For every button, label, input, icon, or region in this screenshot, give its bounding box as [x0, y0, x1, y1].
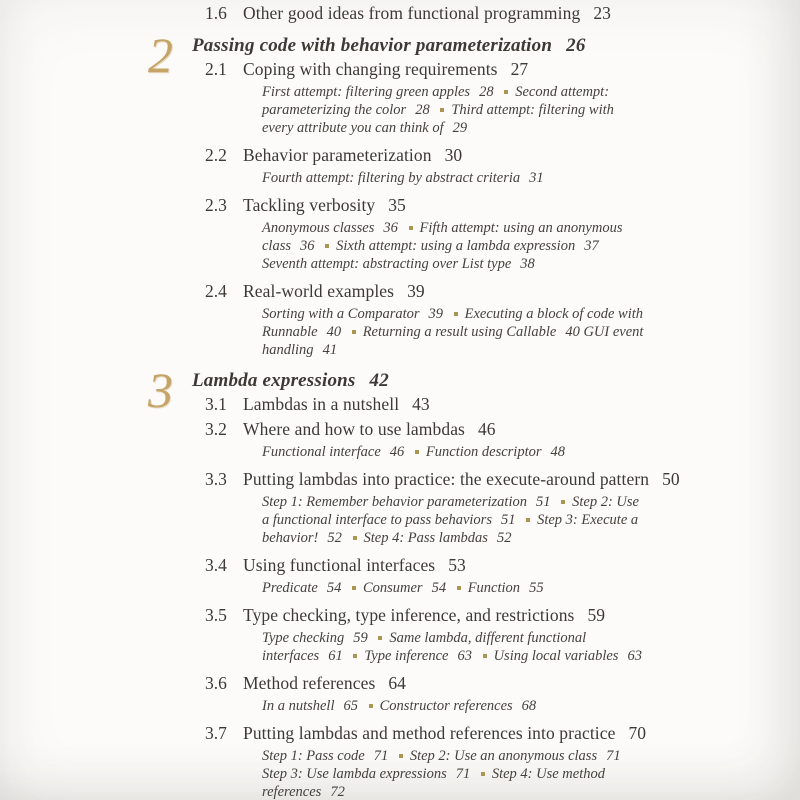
toc-section-row: [205, 418, 800, 440]
toc-section-title: Where and how to use lambdas: [243, 419, 465, 439]
toc-page-number: 51: [535, 494, 551, 510]
toc-subsection-title: Type checking: [262, 630, 345, 646]
toc-chapter-title-row: [192, 34, 800, 58]
bullet-separator-icon: [457, 586, 461, 590]
toc-subsection-block: [262, 579, 646, 597]
toc-page-number: 29: [452, 120, 468, 136]
toc-page-number: 46: [389, 444, 405, 460]
toc-chapter-title: Passing code with behavior parameterization: [192, 35, 553, 56]
toc-page-number: 59: [353, 630, 368, 646]
toc-page-number: 51: [500, 512, 516, 528]
toc-chapter-title-row: [192, 369, 800, 393]
toc-page-number: 52: [327, 530, 342, 546]
toc-page-number: 41: [322, 342, 338, 358]
toc-section-title: Putting lambdas and method references into practice: [243, 723, 616, 743]
toc-page-number: 26: [566, 35, 586, 56]
toc-page-number: 39: [407, 281, 425, 301]
toc-chapter-number: 3: [148, 362, 173, 418]
toc-section-title: Method references: [243, 673, 376, 693]
toc-page-number: 48: [550, 444, 566, 460]
toc-section-row: [205, 393, 800, 415]
toc-subsection-title: Function descriptor: [425, 444, 542, 460]
toc-subsection-title: Constructor references: [379, 698, 513, 714]
toc-subsection-title: In a nutshell: [262, 698, 335, 714]
toc-subsection-title: Returning a result using Callable: [362, 324, 557, 340]
toc-subsection-title: First attempt: filtering green apples: [262, 84, 471, 100]
toc-page-number: 53: [448, 555, 466, 575]
toc-section-title: Putting lambdas into practice: the execute-around pattern: [243, 469, 650, 489]
toc-section-number: 2.3: [205, 195, 227, 215]
toc-section-row: [205, 672, 800, 694]
toc-subsection-title: Step 4: Use method references: [262, 766, 605, 800]
toc-subsection-title: Step 2: Use an anonymous class: [409, 748, 598, 764]
toc-page-number: 52: [496, 530, 512, 546]
bullet-separator-icon: [561, 500, 565, 504]
toc-subsection-entry: [345, 324, 580, 340]
table-of-contents: [148, 2, 800, 800]
toc-subsection-title: Consumer: [362, 580, 423, 596]
toc-subsection-block: [262, 493, 646, 547]
toc-page-number: 40: [565, 324, 580, 340]
toc-subsection-title: Sorting with a Comparator: [262, 306, 420, 322]
bullet-separator-icon: [378, 636, 382, 640]
toc-page-number: 28: [479, 84, 494, 100]
toc-section-number: 3.5: [205, 605, 227, 625]
toc-page-number: 65: [343, 698, 358, 714]
toc-page-number: 64: [388, 673, 406, 693]
toc-page-number: 38: [520, 256, 535, 272]
toc-subsection-block: [262, 697, 646, 715]
toc-page-number: 71: [606, 748, 621, 764]
toc-subsection-title: Step 1: Remember behavior parameterization: [262, 494, 527, 510]
toc-section-row: [205, 604, 800, 626]
toc-subsection-entry: [262, 444, 404, 460]
toc-subsection-block: [262, 305, 646, 359]
toc-chapter: [148, 362, 800, 800]
toc-subsection-entry: [318, 238, 599, 254]
toc-subsection-title: Step 1: Pass code: [262, 748, 365, 764]
toc-subsection-title: Seventh attempt: abstracting over List type: [262, 256, 512, 272]
toc-subsection-title: Type inference: [364, 648, 449, 664]
toc-subsection-entry: [262, 494, 550, 510]
toc-page-number: 55: [529, 580, 544, 596]
toc-section-title: Real-world examples: [243, 281, 395, 301]
toc-subsection-title: Executing a block of code with Runnable: [262, 306, 644, 340]
bullet-separator-icon: [369, 704, 373, 708]
toc-subsection-block: [262, 83, 646, 137]
toc-subsection-entry: [345, 580, 446, 596]
bullet-separator-icon: [483, 654, 487, 658]
toc-subsection-entry: [262, 748, 388, 764]
toc-page-number: 37: [584, 238, 599, 254]
toc-subsection-title: GUI event handling: [262, 324, 644, 358]
toc-section-title: Other good ideas from functional programming: [243, 3, 581, 23]
toc-page-number: 30: [444, 145, 463, 165]
toc-subsection-entry: [392, 748, 621, 764]
toc-page-number: 54: [431, 580, 447, 596]
toc-page-number: 71: [455, 766, 471, 782]
toc-subsection-title: Same lambda, different functional interfaces: [262, 630, 587, 664]
toc-section-number: 2.2: [205, 145, 227, 165]
toc-page-number: 35: [388, 195, 406, 215]
toc-subsection-entry: [262, 766, 470, 782]
bullet-separator-icon: [325, 244, 329, 248]
toc-subsection-block: [262, 747, 646, 800]
toc-subsection-title: Step 2: Use a functional interface to pass behaviors: [262, 494, 639, 528]
toc-subsection-title: Function: [467, 580, 521, 596]
toc-page-number: 27: [510, 59, 529, 79]
toc-subsection-entry: [346, 648, 472, 664]
toc-section-title: Using functional interfaces: [243, 555, 436, 575]
toc-subsection-title: Sixth attempt: using a lambda expression: [336, 238, 576, 254]
bullet-separator-icon: [353, 654, 357, 658]
toc-section-title: Type checking, type inference, and restrictions: [243, 605, 575, 625]
toc-section-row: [205, 280, 800, 302]
toc-section-row: [205, 2, 800, 24]
toc-section-number: 3.7: [205, 723, 227, 743]
toc-chapter-title: Lambda expressions: [192, 370, 356, 391]
toc-subsection-entry: [262, 220, 398, 236]
toc-subsection-block: [262, 219, 646, 273]
toc-page-number: 68: [521, 698, 537, 714]
toc-subsection-entry: [262, 256, 535, 272]
toc-subsection-title: Second attempt: parameterizing the color: [262, 84, 610, 118]
toc-page-number: 28: [415, 102, 430, 118]
toc-section-number: 3.2: [205, 419, 227, 439]
toc-subsection-title: Using local variables: [493, 648, 619, 664]
toc-section-number: 2.1: [205, 59, 227, 79]
toc-page-number: 36: [300, 238, 315, 254]
toc-section-number: 2.4: [205, 281, 227, 301]
toc-subsection-entry: [262, 698, 358, 714]
toc-subsection-entry: [262, 580, 341, 596]
toc-section-title: Behavior parameterization: [243, 145, 432, 165]
toc-section-row: [205, 144, 800, 166]
toc-page-number: 43: [412, 394, 430, 414]
toc-page-number: 23: [593, 3, 611, 23]
toc-chapter: [148, 27, 800, 359]
toc-section-row: [205, 722, 800, 744]
toc-page-number: 40: [326, 324, 342, 340]
toc-section-row: [205, 468, 800, 490]
toc-subsection-entry: [408, 444, 565, 460]
toc-subsection-entry: [262, 170, 544, 186]
toc-page-number: 70: [628, 723, 646, 743]
toc-subsection-block: [262, 629, 646, 665]
toc-page-number: 59: [587, 605, 605, 625]
toc-page-number: 61: [328, 648, 343, 664]
bullet-separator-icon: [352, 586, 356, 590]
toc-subsection-entry: [346, 530, 512, 546]
toc-subsection-title: Anonymous classes: [262, 220, 375, 236]
toc-page-number: 46: [477, 419, 496, 439]
toc-subsection-title: Fifth attempt: using an anonymous class: [262, 220, 623, 254]
toc-section-row: [205, 554, 800, 576]
bullet-separator-icon: [526, 518, 530, 522]
toc-subsection-entry: [262, 306, 443, 322]
toc-subsection-title: Step 3: Use lambda expressions: [262, 766, 447, 782]
toc-section-row: [205, 194, 800, 216]
toc-subsection-entry: [262, 630, 368, 646]
toc-chapter-number: 2: [148, 27, 173, 83]
toc-section-number: 3.3: [205, 469, 227, 489]
toc-page-number: 72: [330, 784, 345, 800]
bullet-separator-icon: [409, 226, 413, 230]
bullet-separator-icon: [440, 108, 444, 112]
toc-subsection-entry: [262, 84, 494, 100]
toc-section-number: 1.6: [205, 3, 227, 23]
toc-subsection-entry: [450, 580, 544, 596]
toc-section-title: Coping with changing requirements: [243, 59, 498, 79]
toc-subsection-title: Functional interface: [262, 444, 381, 460]
bullet-separator-icon: [353, 536, 357, 540]
toc-page-number: 39: [428, 306, 444, 322]
toc-subsection-block: [262, 443, 646, 461]
bullet-separator-icon: [454, 312, 458, 316]
toc-page-number: 54: [326, 580, 342, 596]
toc-page-number: 63: [627, 648, 642, 664]
bullet-separator-icon: [504, 90, 508, 94]
toc-section-row: [205, 58, 800, 80]
toc-subsection-title: Step 3: Execute a behavior!: [262, 512, 639, 546]
bullet-separator-icon: [399, 754, 403, 758]
bullet-separator-icon: [481, 772, 485, 776]
bullet-separator-icon: [415, 450, 419, 454]
toc-section-number: 3.1: [205, 394, 227, 414]
bullet-separator-icon: [352, 330, 356, 334]
toc-section-number: 3.6: [205, 673, 227, 693]
toc-section-title: Tackling verbosity: [243, 195, 376, 215]
toc-section-number: 3.4: [205, 555, 227, 575]
toc-subsection-entry: [362, 698, 537, 714]
toc-page-number: 36: [383, 220, 398, 236]
toc-subsection-title: Fourth attempt: filtering by abstract criteria: [262, 170, 521, 186]
toc-subsection-title: Predicate: [262, 580, 318, 596]
toc-subsection-block: [262, 169, 646, 187]
toc-subsection-entry: [476, 648, 642, 664]
toc-page-number: 71: [373, 748, 389, 764]
toc-page-number: 31: [529, 170, 544, 186]
toc-section-title: Lambdas in a nutshell: [243, 394, 400, 414]
toc-subsection-title: Third attempt: filtering with every attribute you can think of: [262, 102, 614, 136]
toc-page-number: 42: [369, 370, 389, 391]
toc-page-number: 63: [457, 648, 472, 664]
toc-subsection-title: Step 4: Pass lambdas: [363, 530, 488, 546]
toc-page-number: 50: [662, 469, 680, 489]
